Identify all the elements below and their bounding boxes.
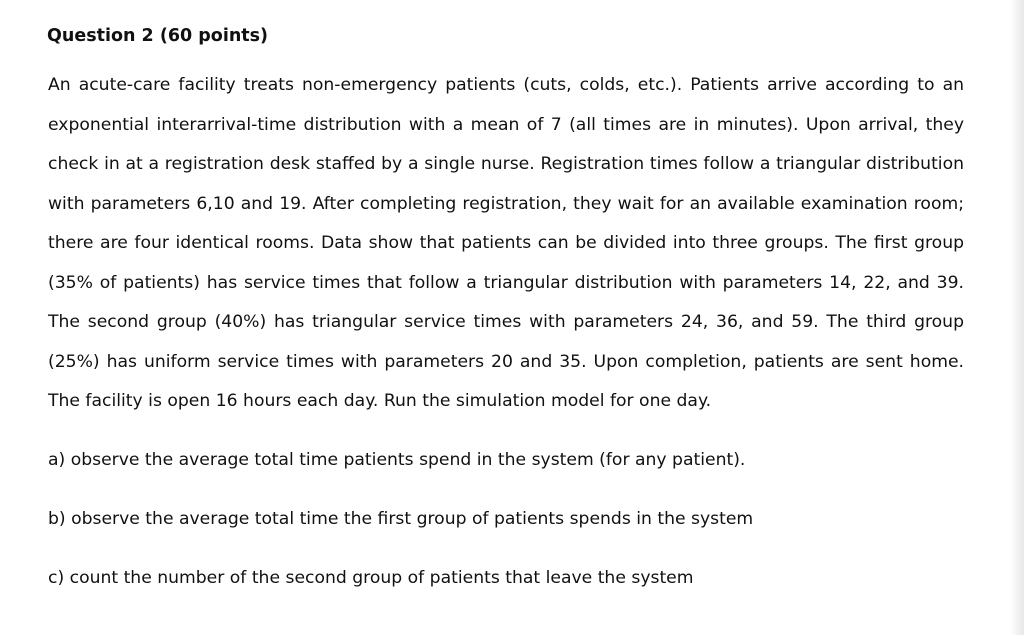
statement-line: The second group (40%) has triangular service times with parameters 24, 36, and 59. The third group: [48, 312, 964, 332]
problem-statement: [48, 71, 964, 427]
statement-line: with parameters 6,10 and 19. After completing registration, they wait for an available examination room;: [48, 193, 964, 214]
statement-line: The facility is open 16 hours each day. Run the simulation model for one day.: [48, 391, 712, 411]
statement-line: (25%) has uniform service times with parameters 20 and 35. Upon completion, patients are sent home.: [48, 351, 964, 372]
sub-question-a: a) observe the average total time patients spend in the system (for any patient).: [48, 450, 746, 470]
question-title: Question 2 (60 points): [47, 26, 269, 46]
statement-line: there are four identical rooms. Data show that patients can be divided into three groups. The first group: [48, 233, 964, 253]
statement-line: An acute-care facility treats non-emergency patients (cuts, colds, etc.). Patients arrive according to an: [48, 75, 964, 95]
sub-question-c: c) count the number of the second group of patients that leave the system: [48, 568, 694, 588]
statement-line: (35% of patients) has service times that follow a triangular distribution with parameters 14, 22, and 39.: [48, 272, 964, 293]
statement-line: check in at a registration desk staffed by a single nurse. Registration times follow a triangular distribution: [48, 154, 964, 174]
sub-question-b: b) observe the average total time the first group of patients spends in the system: [48, 509, 754, 529]
statement-line: exponential interarrival-time distribution with a mean of 7 (all times are in minutes). Upon arrival, they: [48, 114, 964, 135]
page-edge-shadow: [1010, 0, 1024, 635]
